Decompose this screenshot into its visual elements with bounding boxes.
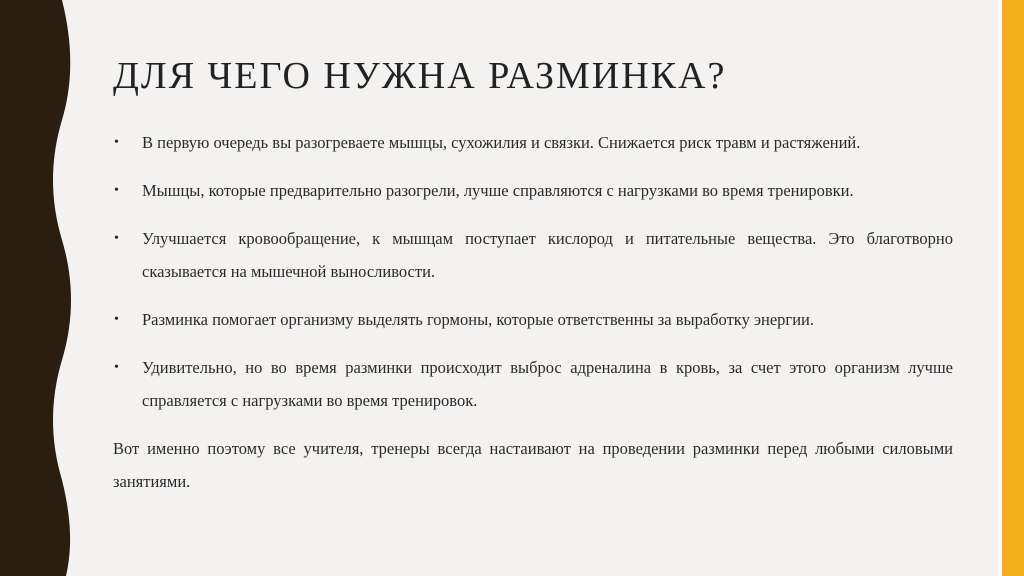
bullet-text: Удивительно, но во время разминки происходит выброс адреналина в кровь, за счет этого организм лучше справляется с нагрузками во время тренировок. xyxy=(142,358,953,410)
left-wave-decoration xyxy=(0,0,80,576)
bullet-item xyxy=(113,303,953,336)
bullet-item xyxy=(113,351,953,417)
bullet-item xyxy=(113,126,953,159)
slide-content xyxy=(113,126,953,498)
closing-paragraph: Вот именно поэтому все учителя, тренеры всегда настаивают на проведении разминки перед любыми силовыми занятиями. xyxy=(113,439,953,491)
left-wave-shape xyxy=(0,0,71,576)
right-accent-bar-light xyxy=(998,0,1002,576)
slide-title: ДЛЯ ЧЕГО НУЖНА РАЗМИНКА? xyxy=(113,55,727,97)
bullet-text: Мышцы, которые предварительно разогрели, лучше справляются с нагрузками во время тренировки. xyxy=(142,181,854,200)
bullet-item xyxy=(113,174,953,207)
right-accent-bar xyxy=(998,0,1024,576)
right-accent-bar-fill xyxy=(1002,0,1024,576)
bullet-text: Улучшается кровообращение, к мышцам поступает кислород и питательные вещества. Это благотворно сказывается на мышечной выносливости. xyxy=(142,229,953,281)
bullet-icon: • xyxy=(114,231,119,246)
bullet-text: Разминка помогает организму выделять гормоны, которые ответственны за выработку энергии. xyxy=(142,310,814,329)
bullet-icon: • xyxy=(114,360,119,375)
bullet-icon: • xyxy=(114,183,119,198)
bullet-item xyxy=(113,222,953,288)
bullet-list xyxy=(113,126,953,417)
bullet-text: В первую очередь вы разогреваете мышцы, сухожилия и связки. Снижается риск травм и растяжений. xyxy=(142,133,861,152)
bullet-icon: • xyxy=(114,312,119,327)
bullet-icon: • xyxy=(114,135,119,150)
